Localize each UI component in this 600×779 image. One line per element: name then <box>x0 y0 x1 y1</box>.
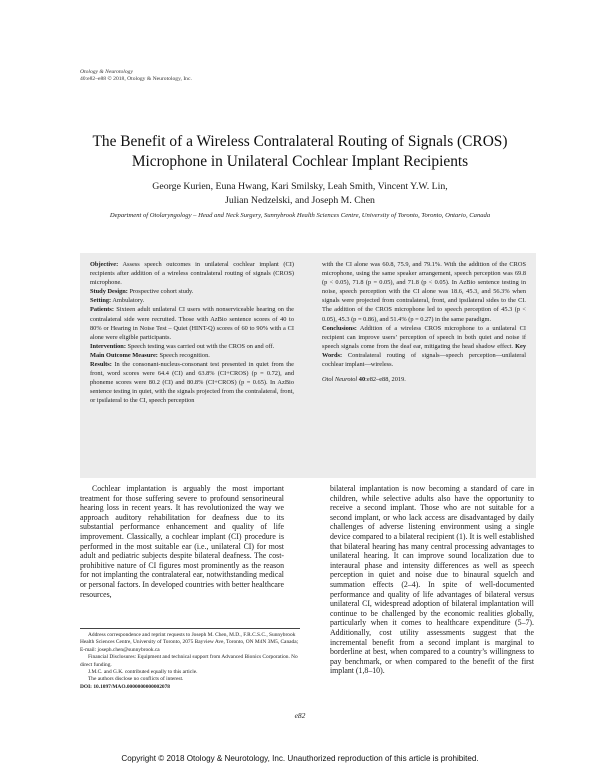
title-line-1: The Benefit of a Wireless Contralateral Routing of Signals (CROS) <box>92 133 508 150</box>
abstract-results <box>90 360 294 405</box>
citation-journal: Otol Neurotol <box>322 376 358 384</box>
footnote-conflicts: The authors disclose no conflicts of interest. <box>88 676 184 683</box>
copyright-notice: Copyright © 2018 Otology & Neurotology, Inc. Unauthorized reproduction of this article is prohibited. <box>121 754 479 763</box>
body-column-left <box>80 484 284 599</box>
abstract-intervention <box>90 342 294 351</box>
citation-rest: :e82–e88, 2019. <box>365 376 406 384</box>
keywords-text: Contralateral routing of signals—speech perception—unilateral cochlear implant—wireless. <box>322 351 526 369</box>
affiliation: Department of Otolaryngology – Head and Neck Surgery, Sunnybrook Health Sciences Centre, University of Toronto, Toronto, Ontario, Canada <box>109 212 491 219</box>
objective-text: Assess speech outcomes in unilateral cochlear implant (CI) recipients after addition of a wireless contralateral routing of signals (CROS) microphone. <box>90 261 294 287</box>
authors-line-2: Julian Nedzelski, and Joseph M. Chen <box>225 195 375 206</box>
title-line-2: Microphone in Unilateral Cochlear Implant Recipients <box>131 153 469 170</box>
setting-label: Setting: <box>90 297 112 305</box>
patients-label: Patients: <box>90 306 114 314</box>
keywords-label: Key Words: <box>322 342 526 359</box>
abstract-setting <box>90 296 294 305</box>
journal-header <box>80 69 192 83</box>
abstract-study-design <box>90 287 294 296</box>
main-outcome-text: Speech recognition. <box>157 351 210 359</box>
footnote-funding: Financial Disclosures: Equipment and technical support from Advanced Bionics Corporation. No direct funding. <box>80 654 298 668</box>
footnote-doi: DOI: 10.1097/MAO.0000000000002078 <box>80 683 170 690</box>
abstract-citation <box>322 375 526 384</box>
author-list <box>95 180 505 208</box>
body-paragraph-intro: Cochlear implantation is arguably the most important treatment for those suffering severe to profound sensorineural hearing loss in recent years. It has revolutionized the way we approach auditory rehabilitation for deafness due to its substantial performance enhancement and quality of life improvement. Classically, a cochlear implant (CI) procedure is performed in the most suitable ear (i.e., unilateral CI) for most adult and pediatric subjects despite bilateral deafness. The cost-prohibitive nature of CI figures most prominently as the reason for not implanting the contralateral ear, notwithstanding medical or personal factors. In developed countries with better healthcare resources, <box>80 484 284 599</box>
conclusions-text: Addition of a wireless CROS microphone to a unilateral CI recipient can improve users’ perception of speech in both quiet and noise if speech signals come from the deaf ear, mitigating the head shadow effect. <box>322 324 526 350</box>
intervention-label: Intervention: <box>90 342 126 350</box>
abstract-right-column <box>322 260 526 384</box>
abstract-patients <box>90 305 294 341</box>
setting-text: Ambulatory. <box>111 297 145 305</box>
footnote-correspondence: Address correspondence and reprint requests to Joseph M. Chen, M.D., F.R.C.S.C., Sunnybrook Health Sciences Centre, University of Toronto, 2075 Bayview Ave, Toronto, ON M4N 3M5, Canada; E-mail: joseph.chen@sunnybrook.ca <box>80 632 299 653</box>
patients-text: Sixteen adult unilateral CI users with nonserviceable hearing on the contralateral side were recruited. Those with AzBio sentence scores of 40 to 80% or Hearing in Noise Test – Quiet (HINT-Q) scores of 60 to 90% with a CI alone were eligible participants. <box>90 306 294 341</box>
abstract-conclusions <box>322 324 526 369</box>
page-number: e82 <box>294 711 306 720</box>
abstract-main-outcome <box>90 351 294 360</box>
results-text: In the consonant-nucleus-consonant test presented in quiet from the front, word scores were 64.4 (CI) and 63.8% (CI+CROS) (p = 0.72), and phoneme scores were 80.2 (CI) and 80.8% (CI+CROS) (p = 0.65). In AzBio sentence testing in quiet, with the signals projected from the contralateral, front, or ipsilateral to the CI, speech perception <box>90 361 294 405</box>
results-label: Results: <box>90 361 112 369</box>
article-title <box>60 132 540 172</box>
citation-volume: 40 <box>358 376 366 384</box>
study-design-label: Study Design: <box>90 288 128 296</box>
main-outcome-label: Main Outcome Measure: <box>90 351 158 359</box>
body-column-right <box>330 484 534 676</box>
objective-label: Objective: <box>90 261 119 268</box>
footnote-contribution: J.M.C. and G.K. contributed equally to this article. <box>88 669 198 676</box>
study-design-text: Prospective cohort study. <box>127 288 194 296</box>
conclusions-label: Conclusions: <box>322 324 357 332</box>
journal-name: Otology & Neurotology <box>80 69 133 75</box>
abstract-results-continued: with the CI alone was 60.8, 75.9, and 79.1%. With the addition of the CROS microphone, using the same speaker arrangement, speech perception was 69.8 (p < 0.05), 71.8 (p = 0.05), and 71.8 (p < 0.05). In AzBio sentence testing in noise, speech perception with the CI alone was 18.6, 45.3, and 56.3% when signals were projected from contralateral, front, and ipsilateral sides to the CI. The addition of the CROS microphone led to speech perception of 45.3 (p < 0.05), 45.3 (p = 0.86), and 51.4% (p = 0.27) in the same paradigm. <box>322 261 526 323</box>
intervention-text: Speech testing was carried out with the CROS on and off. <box>125 342 275 350</box>
footnotes <box>80 628 300 691</box>
authors-line-1: George Kurien, Euna Hwang, Kari Smilsky, Leah Smith, Vincent Y.W. Lin, <box>152 181 448 192</box>
abstract-objective <box>90 260 294 287</box>
body-paragraph-continued: bilateral implantation is now becoming a standard of care in children, while selective adults also have the opportunity to receive a second implant. Those who are not suitable for a second implant, or who lack access are disadvantaged by daily challenges of adverse listening environment using a single device compared to a bilateral recipient (1). It is well established that bilateral hearing has many central processing advantages to unilateral hearing. It can improve sound localization due to interaural phase and intensity differences as well as speech perception in quiet and noise due to binaural squelch and summation effects (2–4). In spite of well-documented performance and quality of life advantages of bilateral versus unilateral CI, widespread adoption of bilateral implantation will continue to be challenged by the economic realities globally, particularly when it comes to healthcare expenditure (5–7). Additionally, cost utility assessments suggest that the incremental benefit from a second implant is marginal to borderline at best, when compared to a country’s willingness to pay benchmark, or when compared to the benefit of the first implant (1,8–10). <box>330 484 534 676</box>
journal-citation-line: 40:e82–e88 © 2018, Otology & Neurotology, Inc. <box>80 76 192 82</box>
abstract-left-column <box>90 260 294 406</box>
